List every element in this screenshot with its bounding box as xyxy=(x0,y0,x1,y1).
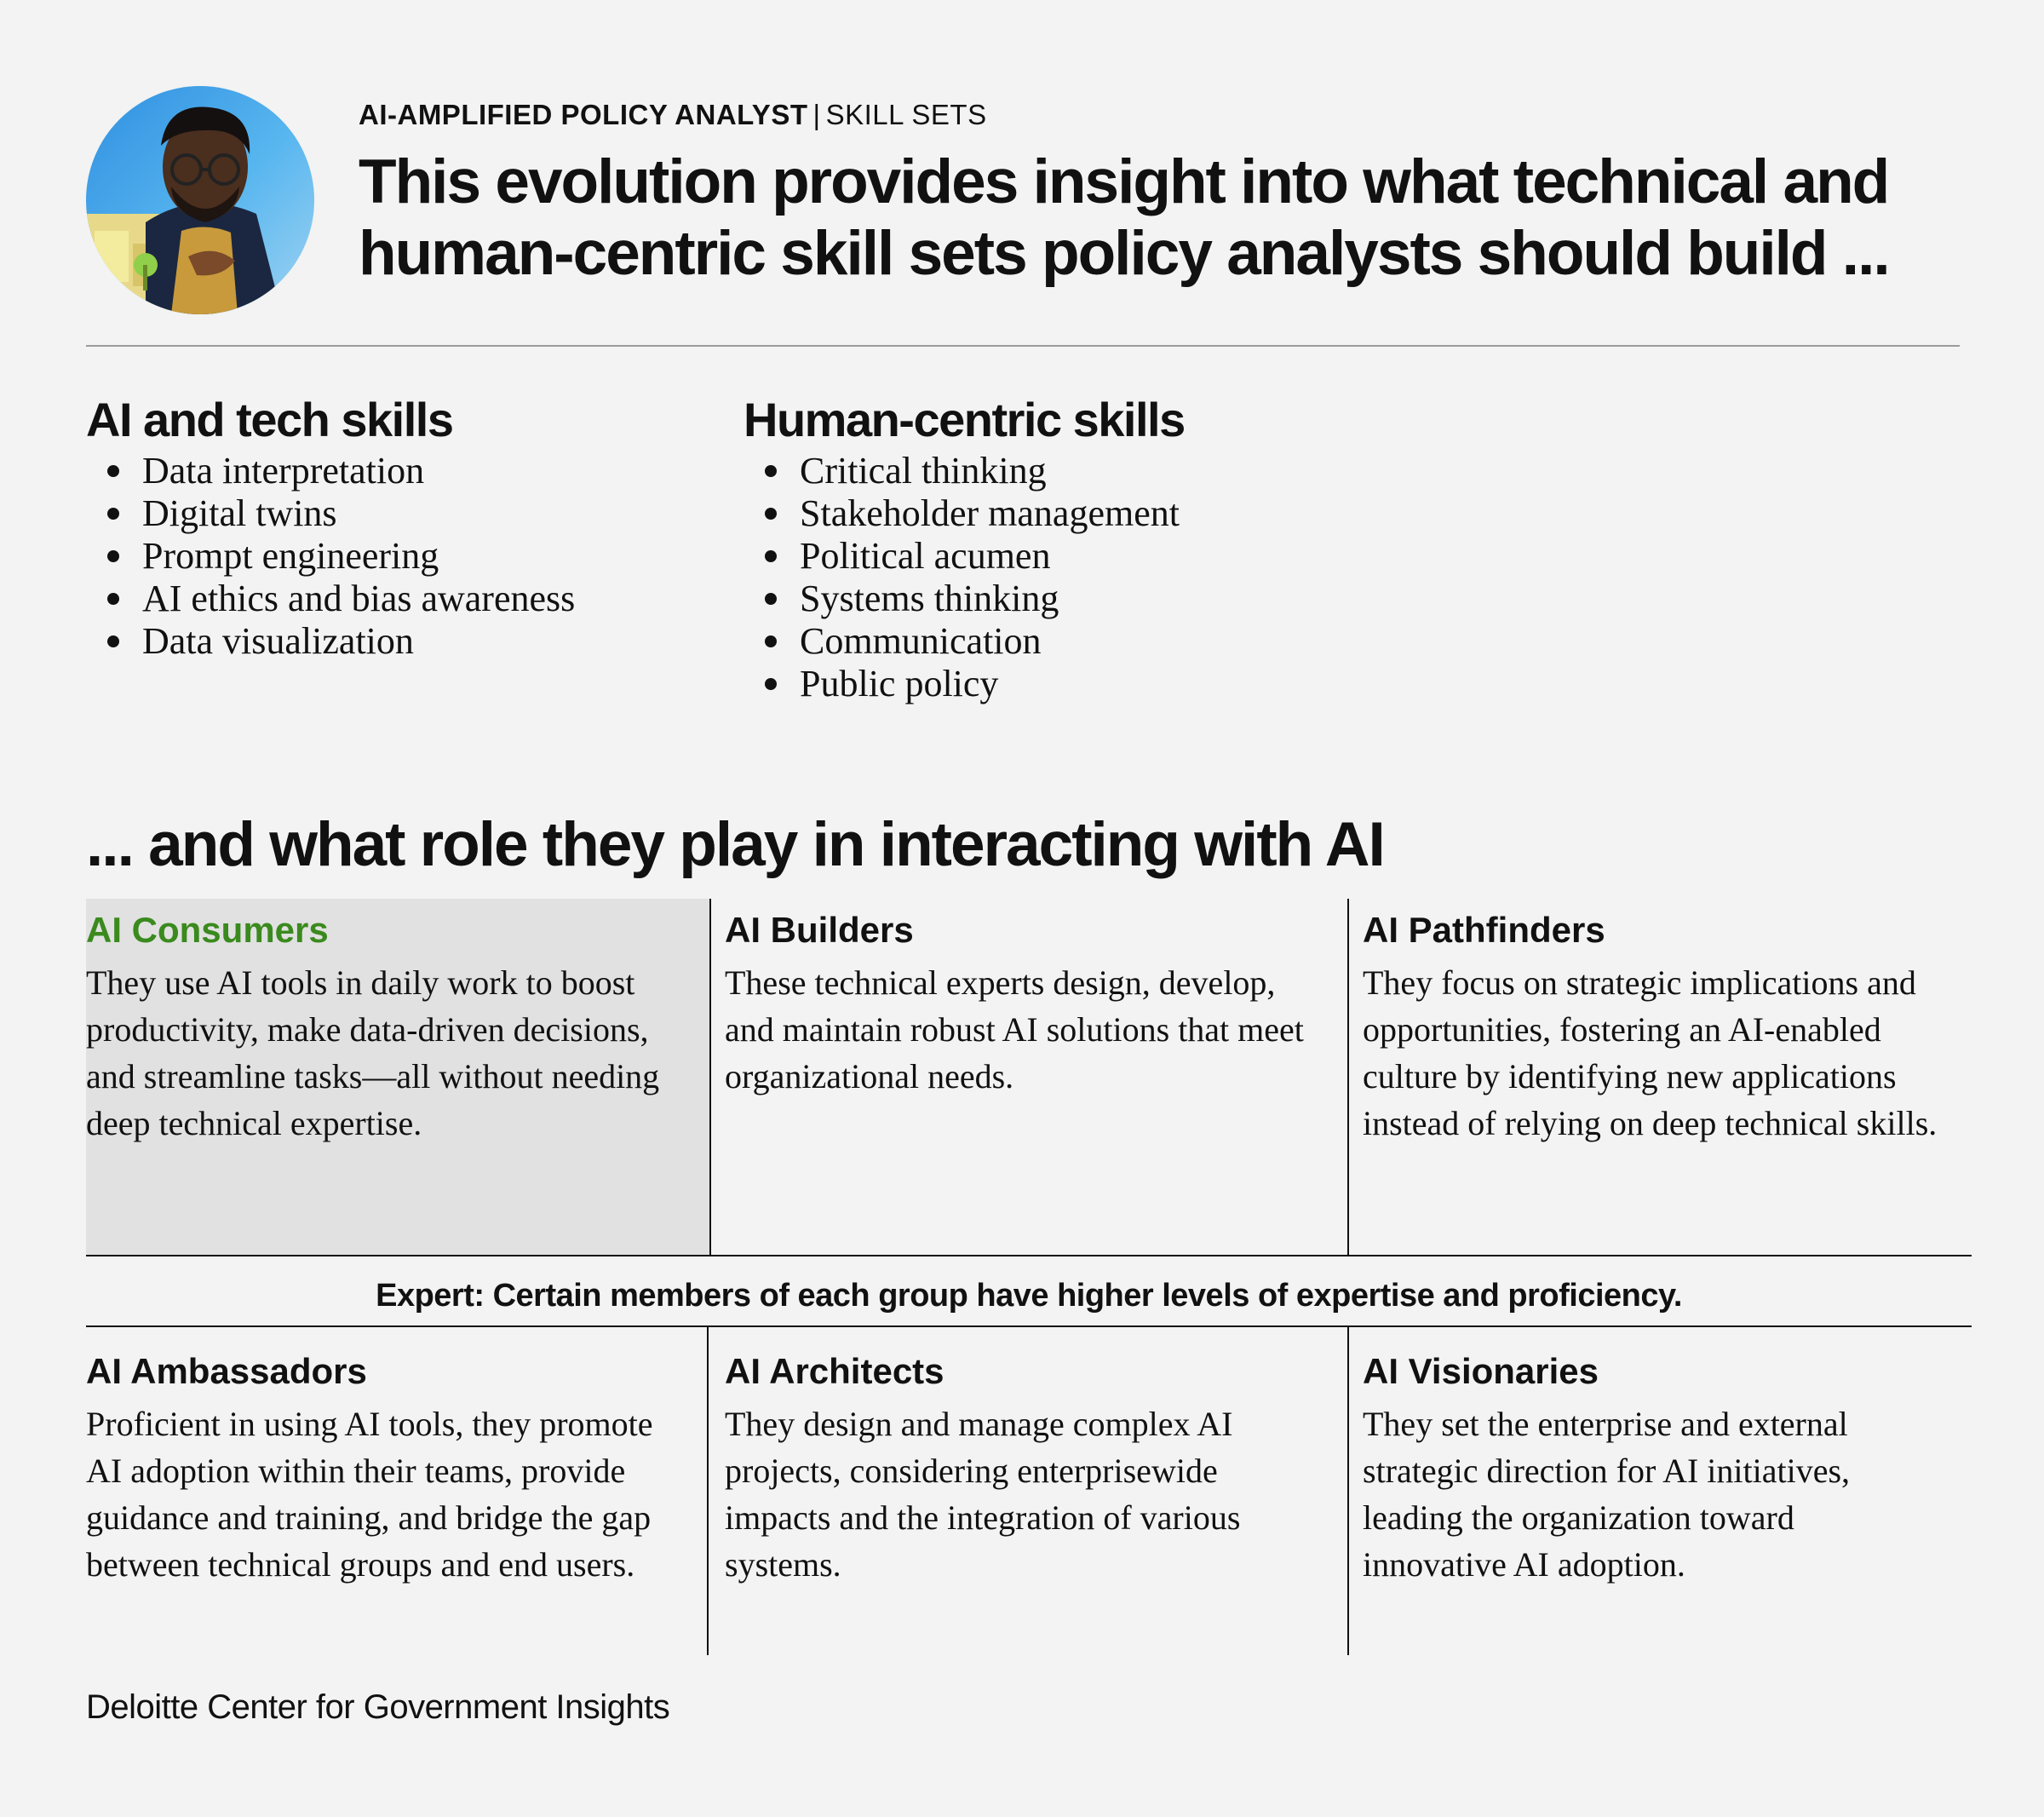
role-card-ai-visionaries xyxy=(1363,1329,1959,1653)
tech-skills-section xyxy=(86,390,575,663)
role-name: AI Builders xyxy=(725,910,914,950)
tech-skills-title: AI and tech skills xyxy=(86,393,453,446)
column-divider xyxy=(707,1327,709,1655)
list-item: Political acumen xyxy=(744,535,1185,578)
source-credit: Deloitte Center for Government Insights xyxy=(86,1688,670,1726)
page-headline: This evolution provides insight into what technical and human-centric skill sets policy analysts should build ... xyxy=(359,147,1889,288)
tech-skills-list xyxy=(86,450,575,663)
role-card-ai-consumers xyxy=(86,899,710,1256)
role-name: AI Ambassadors xyxy=(86,1351,367,1391)
role-description: They use AI tools in daily work to boost productivity, make data-driven decisions, and streamline tasks—all without needing deep technical expertise. xyxy=(86,963,660,1142)
roles-title: ... and what role they play in interacting with AI xyxy=(86,810,1384,879)
list-item: Stakeholder management xyxy=(744,492,1185,535)
human-skills-title: Human-centric skills xyxy=(744,393,1185,446)
analyst-portrait-image xyxy=(86,86,314,314)
list-item: Data interpretation xyxy=(86,450,575,492)
column-divider xyxy=(1347,899,1349,1256)
eyebrow-separator: | xyxy=(812,99,821,130)
list-item: AI ethics and bias awareness xyxy=(86,578,575,620)
expert-band-bottom-rule xyxy=(86,1325,1972,1327)
role-card-ai-builders xyxy=(725,899,1346,1256)
human-skills-section xyxy=(744,390,1185,705)
role-name: AI Visionaries xyxy=(1363,1351,1599,1391)
role-name: AI Pathfinders xyxy=(1363,910,1605,950)
eyebrow-title: AI-AMPLIFIED POLICY ANALYST xyxy=(359,99,808,130)
list-item: Communication xyxy=(744,620,1185,663)
column-divider xyxy=(1347,1327,1349,1655)
role-description: These technical experts design, develop, and maintain robust AI solutions that meet organizational needs. xyxy=(725,963,1304,1095)
list-item: Digital twins xyxy=(86,492,575,535)
list-item: Data visualization xyxy=(86,620,575,663)
role-card-ai-pathfinders xyxy=(1363,899,1959,1256)
role-description: Proficient in using AI tools, they promote AI adoption within their teams, provide guidance and training, and bridge the gap between technical groups and end users. xyxy=(86,1405,653,1584)
expert-note: Expert: Certain members of each group have higher levels of expertise and proficiency. xyxy=(376,1278,1682,1314)
human-skills-list xyxy=(744,450,1185,705)
role-card-ai-ambassadors xyxy=(86,1329,710,1653)
list-item: Systems thinking xyxy=(744,578,1185,620)
header-divider xyxy=(86,345,1960,347)
role-card-ai-architects xyxy=(725,1329,1346,1653)
role-description: They design and manage complex AI projects, considering enterprisewide impacts and the integration of various systems. xyxy=(725,1405,1241,1584)
column-divider xyxy=(709,899,711,1256)
eyebrow-section: SKILL SETS xyxy=(825,99,987,130)
expert-band-top-rule xyxy=(86,1255,1972,1256)
list-item: Prompt engineering xyxy=(86,535,575,578)
eyebrow xyxy=(359,99,987,131)
list-item: Critical thinking xyxy=(744,450,1185,492)
role-description: They set the enterprise and external strategic direction for AI initiatives, leading the organization toward innovative AI adoption. xyxy=(1363,1405,1851,1584)
list-item: Public policy xyxy=(744,663,1185,705)
role-name: AI Architects xyxy=(725,1351,944,1391)
role-description: They focus on strategic implications and opportunities, fostering an AI-enabled culture by identifying new applications instead of relying on deep technical skills. xyxy=(1363,963,1938,1142)
role-name: AI Consumers xyxy=(86,910,329,950)
